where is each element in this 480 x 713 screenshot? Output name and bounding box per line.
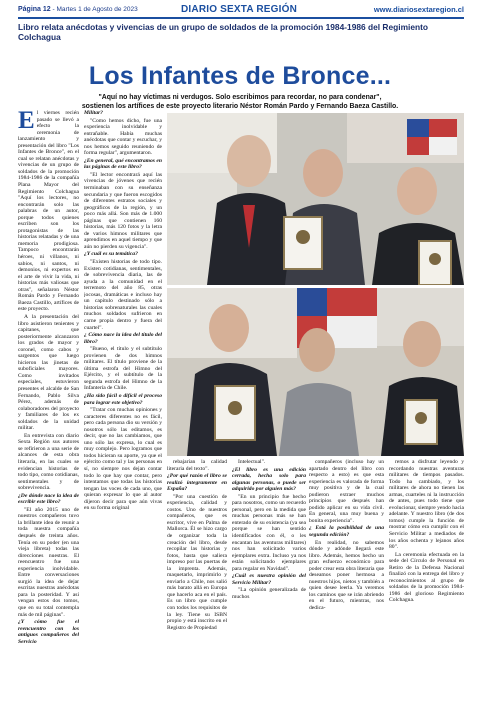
article-column-2	[84, 110, 162, 706]
interview-question: ¿ Cómo nace la idea del título del libro?	[84, 332, 162, 345]
article-paragraph: En realidad, no sabemos dónde y adónde llegará este libro. Además, hemos hecho un gran esfuerzo económico para poder crear esta obra literaria que deseamos poner hermosa a nuestros hijos, nietos y también a quien desee leerla. Ya veremos los caminos que se irán abriendo en el futuro, mientras, nos dedica-	[309, 539, 384, 612]
drop-cap: E	[18, 110, 35, 134]
article-paragraph: En entrevista con diario Sexta Región sus autores se refirieron a una serie de alcances de esta obra literaria, en las cuales se evidencian historias de todo tipo, como cotidianas, sentimentales y de sobrevivencia.	[18, 432, 79, 492]
newspaper-url[interactable]: www.diariosextaregion.cl	[373, 5, 464, 14]
interview-question: ¿Cuál es nuestra opinión del Servicio Militar?	[232, 573, 306, 586]
article-paragraph: compañeros (incluso hay un apartado dentro del libro con respecto a esto) es que esta experiencia es valorada de forma muy positiva y de la cual pudieron extraer muchos principios que después han podido aplicar en su vida civil. En general, una muy buena y bonita experiencia".	[309, 459, 384, 524]
article-paragraph: "El lector encontrará aquí las vivencias de jóvenes que recién terminaban con su enseñanza secundaria y que fueron escogidos de diferentes estratos sociales y geográficos de la región, y un poco más allá. Son más de 1.000 páginas que contienen 160 historias, más 120 fotos y la letra de varios himnos militares que aprendimos en aquel tiempo y que aún no pierden su vigencia".	[84, 171, 162, 250]
article-paragraph: remos a disfrutar leyendo y recordando nuestras aventuras militares de tiempos pasados. Todo ha cambiado, y los militares de ahora no tienen las armas, cuarteles ni la instrucción de antes, pues todo tiene que evolucionar, siempre yendo hacia adelante. Y nuestro libro (de dos tomos) cumple la función de mostrar cómo era cumplir con el Servicio Militar a mediados de los años ochenta y lejanos años 80".	[389, 459, 464, 551]
article-paragraph: "Bueno, el título y el subtítulo provienen de dos himnos militares. El título proviene de la última estrofa del Himno del Ejército, y el subtítulo de la segunda estrofa del Himno de la Infantería de Chile.	[84, 346, 162, 392]
article-paragraph: "Tratar con muchas opiniones y caracteres diferentes no es fácil, pero cada persona dio su versión y nosotros sólo las editamos, es decir, que no las cambiamos, que uno sólo las expresa, lo cual es muy complejo. Pero logramos que todos hicieran su aporte, ya que el ejército como tal y las personas en sí, no siempre nos dejan contar todo lo que hay que contar, pero intentamos que todas las historias tengan las voces de cada uno, que quieran expresar lo que al autor dijeron decir para que aún vivas en su forma original	[84, 407, 162, 512]
interview-question: ¿En general, qué encontramos en las páginas de este libro?	[84, 157, 162, 171]
article-column-6	[389, 459, 464, 705]
article-title: Los Infantes de Bronce...	[88, 62, 392, 90]
interview-question: ¿De dónde nace la idea de escribir este libro?	[18, 492, 79, 506]
article-column-3	[167, 459, 227, 705]
page-date: - Martes 1 de Agosto de 2023	[50, 6, 138, 13]
article-paragraph: La ceremonia efectuada en la sede del Círculo de Personal en Retiro de la Defensa Nacional finalizó con la entrega del libro y reconocimientos al grupo de soldados de la promoción 1984-1986 del glorioso Regimiento Colchagua.	[389, 551, 464, 604]
article-paragraph: "El año 2015 uno de nuestros compañeros tuvo la brillante idea de reunir a toda nuestra compañía después de treinta años. Tenía en su poder (en una vieja libreta) todas las direcciones nuestras. El reencuentro fue una experiencia inolvidable. Entre conversaciones surgió la idea de dejar escritas nuestras anécdotas para la posteridad. Y así vengan estos dos tomos, que en su total contempla más de mil páginas".	[18, 506, 79, 618]
article-paragraph: "Como hemos dicho, fue una experiencia inolvidable y entrañable. Había muchas anécdotas que contar y escuchar, y nos hemos seguido reuniendo de forma regular", argumentaron.	[84, 117, 162, 157]
photo-authors-with-book	[167, 113, 464, 285]
column-1-text	[18, 110, 79, 645]
article-kicker: Libro relata anécdotas y vivencias de un grupo de soldados de la promoción 1984-1986 del Regimiento Colchagua	[18, 22, 429, 42]
article-paragraph: A la presentación del libro asistieron tenientes y capitanes, que posteriormente alcanzaron los grados de mayor y coronel, como cabos y sargentos que luego hicieron las jinetas de suboficiales mayores. Como invitados especiales, estuvieron presentes el alcalde de San Fernando, Pablo Silva Pérez, además de colaboradores del proyecto y familiares de los ex soldados de la unidad militar.	[18, 313, 79, 432]
interview-question: ¿El libro es una edición cerrada, hecha solo para algunas personas, o puede ser adquirido por alguien más?	[232, 466, 306, 493]
deck-line: sostienen los artífices de este proyecto literario Néstor Román Pardo y Fernando Baeza Castillo.	[81, 103, 399, 110]
interview-question: ¿Y cómo fue el reencuentro con los antiguos compañeros del Servicio	[18, 619, 79, 645]
newspaper-brand: DIARIO SEXTA REGIÓN	[181, 4, 298, 15]
article-deck	[0, 93, 480, 111]
page-info	[18, 6, 138, 13]
article-paragraph: "En un principio fue hecho para nosotros, como un recuerdo personal, pero en la medida que muchas personas más se han enterado de su existencia (ya sea porque se han sentido identificados con él, o les encantan las aventuras militares) nos han solicitado varios ejemplares extra. Incluso ya nos están solicitando ejemplares para regalar en Navidad".	[232, 493, 306, 572]
photo-veterans-with-book	[167, 288, 464, 456]
article-paragraph: "Por una cuestión de experiencia, calidad y costos. Uno de nuestros compañeros, que es escritor, vive en Palma de Mallorca. Él se hizo cargo de organizar toda la creación del libro, desde recopilar las historias y fotos, hasta que saliera impreso por las puertas de la imprenta. Además, maquetarlo, imprimirlo y enviarlo a Chile, nos salió más barato allá en Europa que hacerlo aca en el país. Es un libro que cumple con todos los requisitos de la ley. Tiene su ISBN propio y está inscrito en el Registro de Propiedad	[167, 493, 227, 631]
article-paragraph: "La opinión generalizada de muchos	[232, 587, 306, 600]
article-paragraph: "Existen historias de todo tipo. Existen cotidianas, sentimentales, de sobrevivencia diaria, las de ayuda a la comunidad en el terremoto del año 85, otras jocosas, dramáticas e incluso hay un capítulo destinado sólo a historias sobrenaturales las cuales muchos soldados sufrieron en carne propia dentro y fuera del cuartel".	[84, 259, 162, 331]
interview-question: Militar?	[84, 110, 103, 116]
article-column-4	[232, 459, 306, 705]
deck-line: "Aquí no hay víctimas ni verdugos. Solo escribimos para recordar, no para condenar",	[98, 94, 382, 101]
interview-question: ¿Por qué razón el libro se realizó íntegramente en España?	[167, 473, 227, 493]
article-paragraph: Intelectual".	[238, 459, 266, 465]
interview-question: ¿Y cuál es su temática?	[84, 251, 138, 258]
interview-question: ¿ Está la posibilidad de una segunda edición?	[309, 525, 384, 539]
article-paragraph: l viernes recién pasado se llevó a efecto la ceremonia de lanzamiento y presentación del libro "Los Infantes de Bronce", en el cual se relatan anécdotas y vivencias de un grupo de soldados de la promoción 1984-1986 de la compañía Plana Mayor del Regimiento Colchagua "Aquí los lectores, no encontrarán solo las palabras de un autor, porque todos quienes escriben son los protagonistas de las historias relatadas y de una memoria prodigiosa. Tampoco encontrarán héroes, ni villanos, ni sabios, ni santos, ni demonios, ni expertos en el arte de vivir la vida, ni historias más valiosas que otras", señalaron Néstor Román Pardo y Fernando Baeza Castillo, artífices de este proyecto.	[18, 110, 79, 313]
article-column-5	[309, 459, 384, 705]
header-rule	[18, 17, 464, 19]
article-paragraph: rebajarían la calidad literaria del texto".	[167, 459, 227, 472]
interview-question: ¿Ha sido fácil o difícil el proceso para lograr este objetivo?	[84, 392, 162, 406]
article-column-1	[18, 110, 79, 706]
page-number: Página 12	[18, 6, 51, 13]
